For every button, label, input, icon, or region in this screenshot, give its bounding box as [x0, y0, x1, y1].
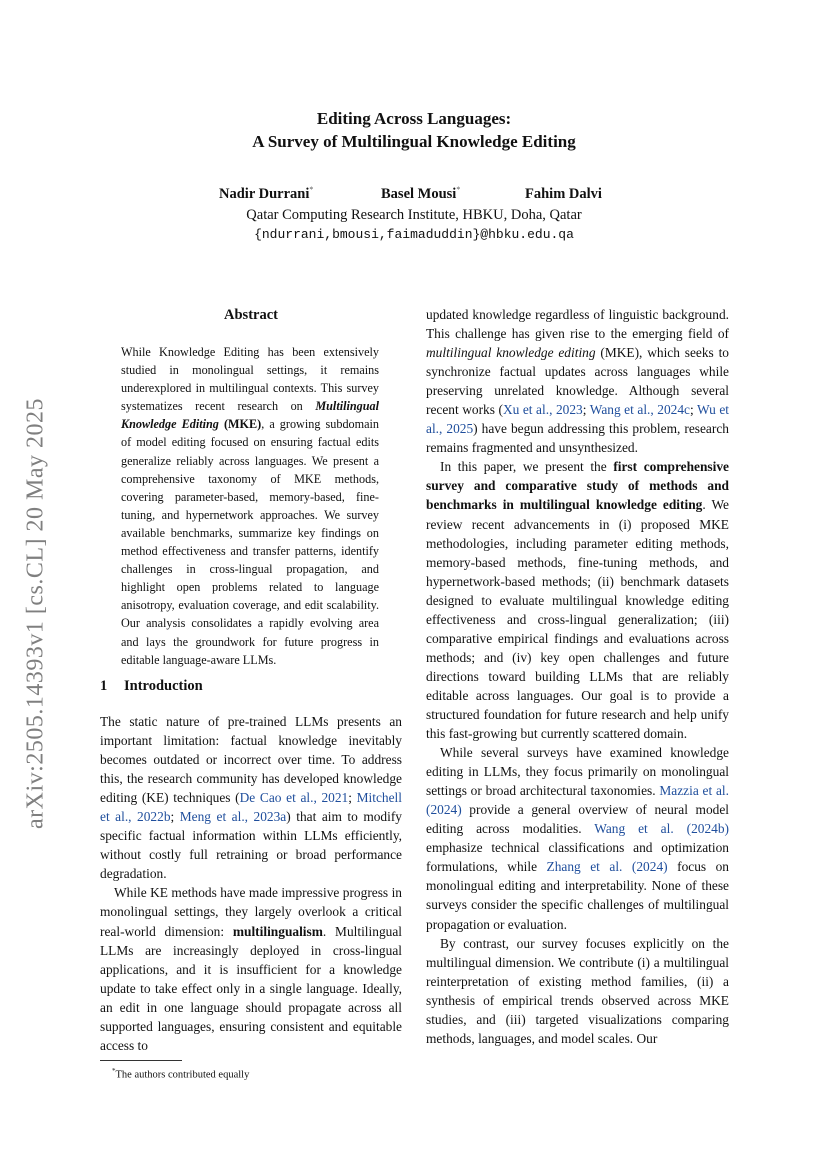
- title-line-1: Editing Across Languages:: [316, 109, 512, 128]
- citation-link[interactable]: Xu et al., 2023: [502, 402, 583, 418]
- author-1: Nadir Durrani*: [219, 185, 314, 202]
- footnote-rule: [100, 1060, 182, 1061]
- intro-paragraph-5: While several surveys have examined knowledge editing in LLMs, they focus primarily on monolingual settings or broad architectural taxonomies. Mazzia et al. (2024) provide a general overview of neural model editing across modalities. Wang et al. (2024b) emphasize technical classifications and optimization formulations, while Zhang et al. (2024) focus on monolingual editing and interpretability. None of these surveys consider the specific challenges of multilingual propagation or evaluation.: [426, 745, 730, 932]
- citation-link[interactable]: Mitchell et al., 2022b: [100, 790, 402, 825]
- citation-link[interactable]: Zhang et al. (2024): [546, 859, 668, 875]
- intro-paragraph-4: In this paper, we present the first comprehensive survey and comparative study of methods and benchmarks in multilingual knowledge editing. We review recent advancements in (i) proposed MKE methodologies, including parameter editing methods, memory-based methods, fine-tuning methods, and hypernetwork-based methods; (ii) benchmark datasets designed to evaluate multilingual knowledge editing effectiveness and cross-lingual generalization; (iii) comparative empirical findings and evaluations across methods; and (iv) key open challenges and future directions toward building LLMs that are reliably editable across languages. Our goal is to provide a structured foundation for future research and help unify this fast-growing but currently scattered domain.: [426, 459, 730, 742]
- citation-link[interactable]: Meng et al., 2023a: [179, 809, 287, 825]
- intro-paragraph-6: By contrast, our survey focuses explicitly on the multilingual dimension. We contribute (i) a multilingual reinterpretation of existing method families, (ii) a synthesis of empirical trends observed across MKE studies, and (iii) targeted visualizations comparing methods, languages, and model scales. Our: [426, 935, 729, 1046]
- intro-paragraph-1: The static nature of pre-trained LLMs presents an important limitation: factual knowledge inevitably becomes outdated or incorrect over time. To address this, the research community has developed knowledge editing (KE) techniques (De Cao et al., 2021; Mitchell et al., 2022b; Meng et al., 2023a) that aim to modify specific factual information within LLMs efficiently, without costly full retraining or broad performance degradation.: [100, 714, 403, 882]
- intro-paragraph-2: While KE methods have made impressive progress in monolingual settings, they largely overlook a critical real-world dimension: multilingualism. Multilingual LLMs are increasingly deployed in cross-lingual applications, and it is insufficient for a knowledge update to take effect only in a single language. Ideally, an edit in one language should propagate across all supported languages, ensuring consistent and equitable access to: [100, 885, 402, 1053]
- right-column-body: [426, 305, 729, 1048]
- citation-link[interactable]: Wang et al. (2024b): [594, 821, 730, 837]
- footnote: *The authors contributed equally: [112, 1067, 250, 1081]
- citation-link[interactable]: Wu et al., 2025: [426, 402, 730, 437]
- citation-link[interactable]: De Cao et al., 2021: [239, 790, 349, 806]
- affiliation: Qatar Computing Research Institute, HBKU, Doha, Qatar: [246, 207, 582, 223]
- arxiv-id: arXiv:2505.14393v1 [cs.CL] 20 May 2025: [22, 398, 49, 829]
- author-2: Basel Mousi*: [381, 185, 461, 202]
- intro-paragraph-3: updated knowledge regardless of linguistic background. This challenge has given rise to the emerging field of multilingual knowledge editing (MKE), which seeks to synchronize factual updates across languages while preserving unrelated knowledge. Although several recent works (Xu et al., 2023; Wang et al., 2024c; Wu et al., 2025) have begun addressing this problem, research remains fragmented and unsynthesized.: [426, 307, 730, 456]
- paper-title: [0, 107, 828, 153]
- citation-link[interactable]: Mazzia et al. (2024): [426, 783, 729, 818]
- left-column-body: [100, 712, 402, 1055]
- citation-link[interactable]: Wang et al., 2024c: [589, 402, 690, 418]
- section-heading-introduction: 1 Introduction: [100, 678, 203, 694]
- abstract-heading: Abstract: [224, 307, 278, 323]
- abstract-text: While Knowledge Editing has been extensively studied in monolingual settings, it remains underexplored in multilingual contexts. This survey systematizes recent research on Multilingual Knowledge Editing (MKE), a growing subdomain of model editing focused on ensuring factual edits generalize reliably across languages. We present a comprehensive taxonomy of MKE methods, covering parameter-based, memory-based, fine-tuning, and hypernetwork approaches. We survey available benchmarks, summarize key findings on method effectiveness and transfer patterns, identify challenges in cross-lingual propagation, and highlight open problems related to language anisotropy, evaluation coverage, and edit scalability. Our analysis consolidates a rapidly evolving area and lays the groundwork for future progress in editable language-aware LLMs.: [121, 345, 379, 667]
- author-emails[interactable]: {ndurrani,bmousi,faimaduddin}@hbku.edu.qa: [254, 227, 574, 242]
- affiliation-block: [0, 205, 828, 245]
- title-line-2: A Survey of Multilingual Knowledge Editing: [252, 132, 576, 151]
- author-list: [0, 185, 828, 205]
- author-3: Fahim Dalvi: [525, 185, 602, 202]
